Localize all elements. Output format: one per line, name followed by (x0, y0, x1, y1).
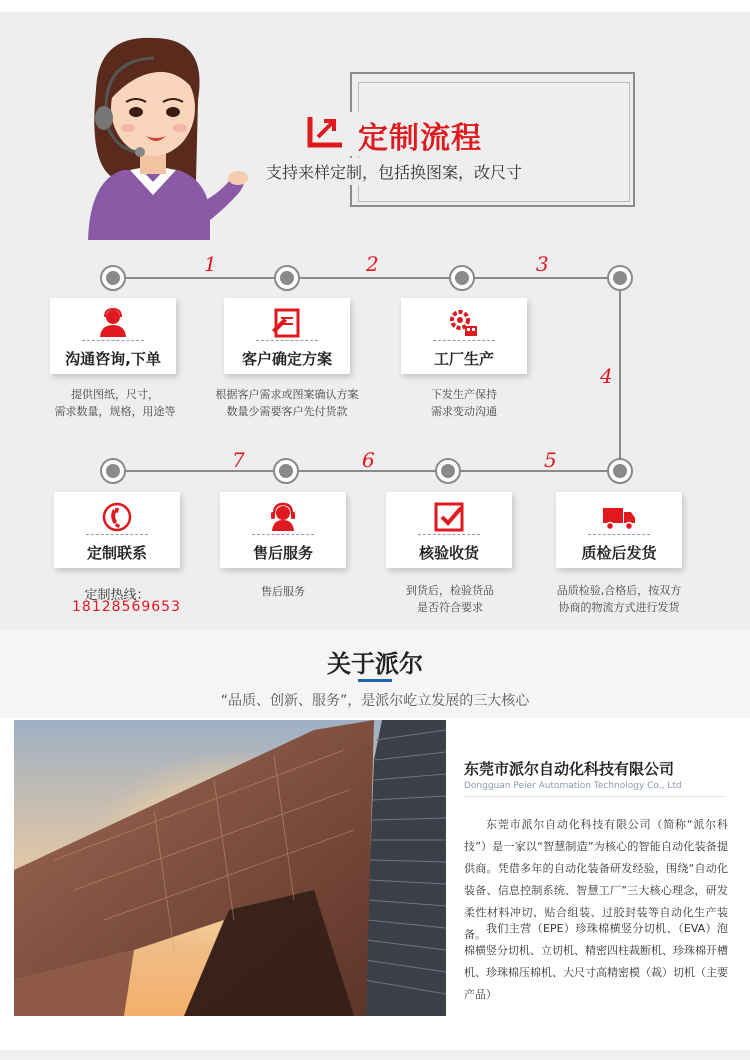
step-card-plan (224, 298, 350, 374)
about-title: 关于派尔 (327, 650, 423, 678)
truck-icon (602, 502, 636, 532)
flow-node (274, 459, 298, 483)
step-card-receiving (386, 492, 512, 568)
step-label: 沟通咨询,下单 (65, 350, 161, 368)
step-desc-production: 下发生产保持 需求变动沟通 (431, 388, 497, 418)
gear-factory-icon (447, 308, 481, 338)
bottom-band (0, 1050, 750, 1060)
step-number-5: 5 (544, 448, 557, 472)
step-number-6: 6 (362, 448, 375, 472)
step-number-7: 7 (232, 448, 245, 472)
step-card-after-sales (220, 492, 346, 568)
step-card-contact (54, 492, 180, 568)
flow-node (436, 459, 460, 483)
custom-process-section (0, 12, 750, 630)
consultant-icon (96, 308, 130, 338)
company-divider (464, 796, 724, 797)
step-desc-shipping: 品质检验,合格后，按双方 协商的物流方式进行发货 (556, 584, 682, 614)
company-products-paragraph: 我们主营（EPE）珍珠棉横竖分切机、（EVA）泡棉横竖分切机、立切机、精密四柱裁断机、珍珠棉开槽机、珍珠棉压棉机、大尺寸高精密模（裁）切机（主要产品） (464, 922, 728, 1001)
company-intro-paragraph: 东莞市派尔自动化科技有限公司（简称“派尔科技”）是一家以“智慧制造”为核心的智能自动化装备提供商。凭借多年的自动化装备研发经验，围绕“自动化装备、信息控制系统、智慧工厂”三大核心理念，研发柔性材料冲切、贴合组装、过胶封装等自动化生产装备。 (464, 818, 728, 941)
step-label: 质检后发货 (581, 544, 657, 562)
flow-node (450, 266, 474, 290)
step-card-production (401, 298, 527, 374)
step-desc-consult: 提供图纸，尺寸， 需求数量，规格，用途等 (54, 388, 176, 418)
process-title: 定制流程 (358, 121, 482, 156)
step-number-2: 2 (366, 252, 379, 276)
headset-service-icon (266, 502, 300, 532)
hotline-label: 定制热线： (84, 588, 150, 603)
process-subtitle: 支持来样定制，包括换图案，改尺寸 (262, 158, 526, 185)
flow-node (101, 459, 125, 483)
step-label: 工厂生产 (433, 350, 494, 368)
step-desc-plan: 根据客户需求或图案确认方案 数量少需要客户先付货款 (215, 388, 359, 418)
step-card-shipping (556, 492, 682, 568)
check-icon (432, 502, 466, 532)
step-number-4: 4 (600, 364, 613, 388)
plan-document-icon (270, 308, 304, 338)
step-card-consult (50, 298, 176, 374)
about-title-underline (358, 679, 392, 682)
hotline-number[interactable]: 18128569653 (72, 599, 181, 615)
step-label: 客户确定方案 (241, 350, 332, 368)
step-desc-receiving: 到货后，检验货品 是否符合要求 (406, 584, 494, 614)
step-label: 售后服务 (252, 544, 313, 562)
building-photo (14, 720, 446, 1016)
phone-icon (100, 502, 134, 532)
flow-node (275, 266, 299, 290)
about-subtitle: “品质、创新、服务”，是派尔屹立发展的三大核心 (220, 693, 530, 709)
flow-node (608, 266, 632, 290)
company-english-name: Dongguan Peier Automation Technology Co., Ltd (464, 781, 682, 791)
step-label: 定制联系 (86, 544, 147, 562)
flow-node (608, 459, 632, 483)
step-label: 核验收货 (418, 544, 479, 562)
step-desc-after-sales: 售后服务 (261, 585, 305, 598)
flow-node (101, 266, 125, 290)
step-number-3: 3 (536, 252, 549, 276)
step-number-1: 1 (204, 252, 217, 276)
company-name: 东莞市派尔自动化科技有限公司 (464, 760, 675, 778)
